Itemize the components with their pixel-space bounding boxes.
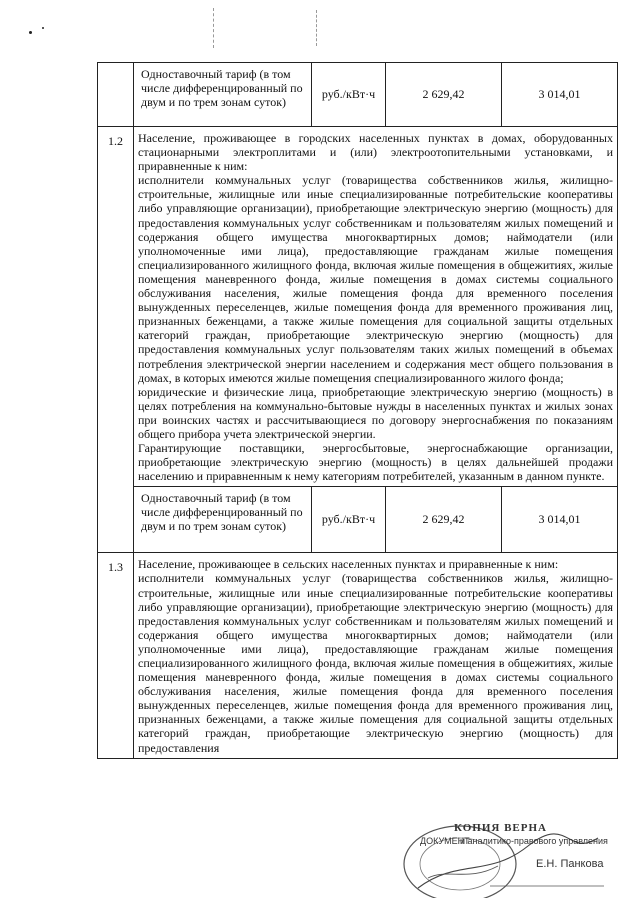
paragraph: исполнители коммунальных услуг (товарищества собственников жилья, жилищно-строительные, жилищные или иные специализированные потребительские кооперативы либо управляющие организации), приобретающие электрическую энергию (мощность) для предоставления коммунальных услуг собственникам и пользователям жилых помещений и содержания общего имущества многоквартирных домов; наймодатели (или уполномоченные ими лица), предоставляющие гражданам жилые помещения специализированного жилищного фонда, включая жилые помещения в общежитиях, жилые помещения маневренного фонда, жилые помещения в домах системы социального обслуживания населения, жилые помещения фонда для временного поселения вынужденных переселенцев, жилые помещения фонда для временного проживания лиц, признанных беженцами, а также жилые помещения для социальной защиты отдельных категорий граждан, приобретающие электрическую энергию (мощность) для предоставления коммунальных услуг пользователям таких жилых помещений в объемах потребления электрической энергии населением и содержания мест общего пользования в домах, в которых имеются жилые помещения специализированного жилого фонда; bbox=[138, 173, 613, 385]
fold-line bbox=[316, 10, 318, 46]
tariff-name: Одноставочный тариф (в том числе дифференцированный по двум и по трем зонам суток) bbox=[134, 63, 312, 127]
paragraph: Гарантирующие поставщики, энергосбытовые, энергоснабжающие организации, приобретающие электрическую энергию (мощность) в целях дальнейшей продажи населению и приравненным к нему категориям потребителей, указанным в данном пункте. bbox=[138, 441, 613, 484]
fold-line bbox=[213, 8, 215, 48]
section-description bbox=[134, 553, 618, 758]
unit-cell: руб./кВт·ч bbox=[312, 487, 386, 553]
row-number bbox=[98, 63, 134, 127]
table-row bbox=[98, 63, 618, 127]
price-second-half: 3 014,01 bbox=[502, 487, 618, 553]
scan-speck bbox=[29, 31, 32, 34]
stamp-department: и аналитико-правового управления bbox=[460, 836, 608, 846]
price-second-half: 3 014,01 bbox=[502, 63, 618, 127]
paragraph: юридические и физические лица, приобретающие электрическую энергию (мощность) в целях потребления на коммунально-бытовые нужды в населенных пунктах и жилых зонах при воинских частях и рассчитывающиеся по договору энергоснабжения по показаниям общего прибора учета электрической энергии. bbox=[138, 384, 613, 441]
scan-speck bbox=[42, 27, 44, 29]
paragraph: Население, проживающее в сельских населенных пунктах и приравненные к ним: bbox=[138, 557, 559, 572]
section-description bbox=[134, 127, 618, 487]
tariff-table bbox=[97, 62, 618, 759]
tariff-name: Одноставочный тариф (в том числе дифференцированный по двум и по трем зонам суток) bbox=[134, 487, 312, 553]
table-row bbox=[98, 553, 618, 758]
stamp-subtitle: ДОКУМЕНТ bbox=[420, 836, 470, 846]
section-number: 1.3 bbox=[98, 553, 134, 758]
price-first-half: 2 629,42 bbox=[386, 487, 502, 553]
certification-stamp bbox=[398, 818, 618, 898]
paragraph: Население, проживающее в городских населенных пунктах в домах, оборудованных стационарными электроплитами и (или) электроотопительными установками, и приравненные к ним: bbox=[138, 131, 613, 174]
price-first-half: 2 629,42 bbox=[386, 63, 502, 127]
section-number: 1.2 bbox=[98, 127, 134, 553]
signature-name: Е.Н. Панкова bbox=[536, 858, 604, 870]
table-row bbox=[98, 487, 618, 553]
paragraph: исполнители коммунальных услуг (товарищества собственников жилья, жилищно-строительные, жилищные или иные специализированные потребительские кооперативы либо управляющие организации), приобретающие электрическую энергию (мощность) для предоставления коммунальных услуг собственникам и пользователям жилых помещений и содержания общего имущества многоквартирных домов; наймодатели (или уполномоченные ими лица), предоставляющие гражданам жилые помещения специализированного жилищного фонда, включая жилые помещения в общежитиях, жилые помещения маневренного фонда, жилые помещения в домах системы социального обслуживания населения, жилые помещения фонда для временного поселения вынужденных переселенцев, жилые помещения фонда для временного проживания лиц, признанных беженцами, а также жилые помещения для социальной защиты отдельных категорий граждан, приобретающие электрическую энергию (мощность) для предоставления bbox=[138, 571, 613, 755]
unit-cell: руб./кВт·ч bbox=[312, 63, 386, 127]
table-row bbox=[98, 127, 618, 487]
stamp-title: КОПИЯ ВЕРНА bbox=[454, 822, 547, 834]
